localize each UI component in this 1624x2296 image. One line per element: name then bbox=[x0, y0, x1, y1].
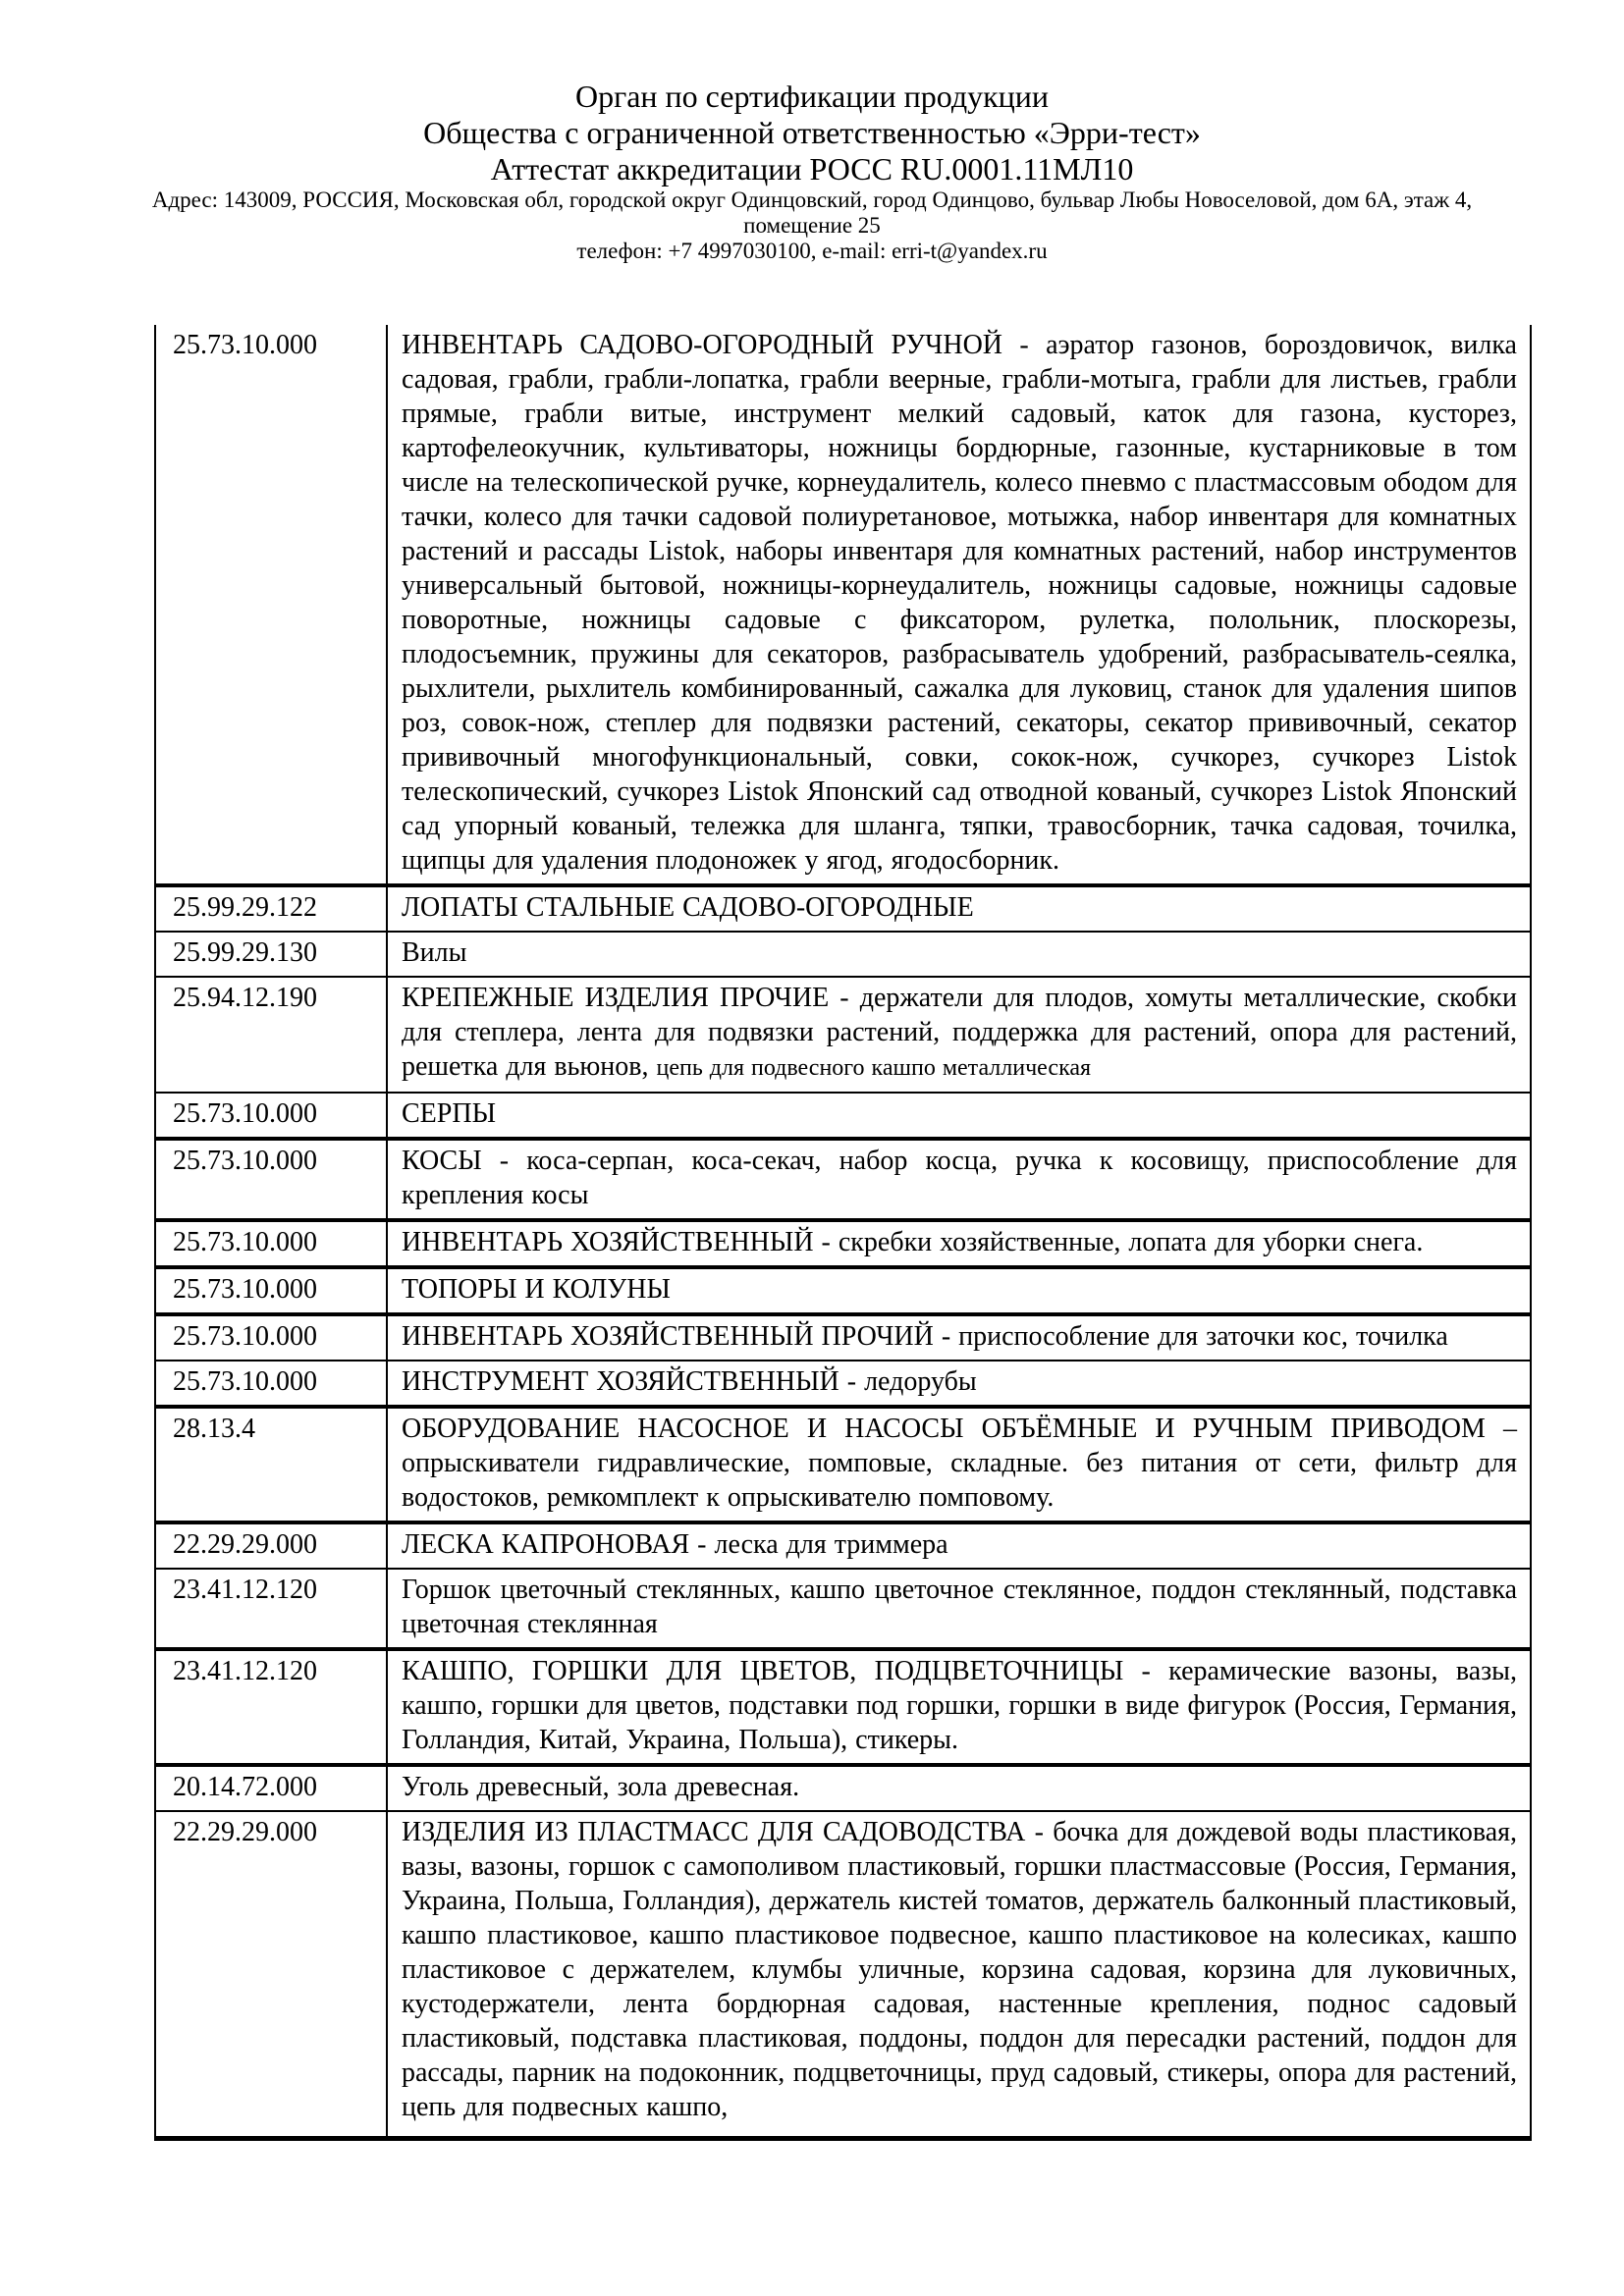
description-segment: ИНВЕНТАРЬ САДОВО-ОГОРОДНЫЙ РУЧНОЙ - аэратор газонов, бороздовичок, вилка садовая, грабли, грабли-лопатка, грабли веерные, грабли-мотыга, грабли для листьев, грабли прямые, грабли витые, инструмент мелкий садовый, каток для газона, кусторез, картофелеокучник, культиваторы, ножницы бордюрные, газонные, кустарниковые в том числе на телескопической ручке, корнеудалитель, колесо пневмо с пластмассовым ободом для тачки, колесо для тачки садовой полиуретановое, мотыжка, набор инвентаря для комнатных растений и рассады Listok, наборы инвентаря для комнатных растений, набор инструментов универсальный бытовой, ножницы-корнеудалитель, ножницы садовые, ножницы садовые поворотные, ножницы садовые с фиксатором, рулетка, полольник, плоскорезы, плодосъемник, пружины для секаторов, разбрасыватель удобрений, разбрасыватель-сеялка, рыхлители, рыхлитель комбинированный, сажалка для луковиц, станок для удаления шипов роз, совок-нож, степлер для подвязки растений, секаторы, секатор прививочный, секатор прививочный многофункциональный, совки, сокок-нож, сучкорез, сучкорез Listok телескопический, сучкорез Listok Японский сад отводной кованый, сучкорез Listok Японский сад упорный кованый, тележка для шланга, тяпки, травосборник, тачка садовая, точилка, щипцы для удаления плодоножек у ягод, ягодосборник. bbox=[402, 330, 1517, 876]
description-cell bbox=[388, 1222, 1530, 1265]
description-cell bbox=[388, 1767, 1530, 1810]
description-cell bbox=[388, 933, 1530, 976]
table-row bbox=[156, 1092, 1530, 1137]
table-row bbox=[156, 1137, 1530, 1218]
table-row bbox=[156, 1312, 1530, 1360]
description-cell bbox=[388, 325, 1530, 883]
address-line-1: Адрес: 143009, РОССИЯ, Московская обл, городской округ Одинцовский, город Одинцово, бульвар Любы Новоселовой, дом 6А, этаж 4, bbox=[151, 187, 1473, 212]
description-segment: КАШПО, ГОРШКИ ДЛЯ ЦВЕТОВ, ПОДЦВЕТОЧНИЦЫ - керамические вазоны, вазы, кашпо, горшки для цветов, подставки под горшки, горшки в виде фигурок (Россия, Германия, Голландия, Китай, Украина, Польша), стикеры. bbox=[402, 1656, 1517, 1755]
description-segment: Вилы bbox=[402, 937, 467, 968]
description-segment: ЛЕСКА КАПРОНОВАЯ - леска для триммера bbox=[402, 1529, 948, 1560]
code-cell: 25.73.10.000 bbox=[156, 1222, 388, 1265]
code-cell: 25.73.10.000 bbox=[156, 1269, 388, 1312]
code-cell: 20.14.72.000 bbox=[156, 1767, 388, 1810]
code-cell: 22.29.29.000 bbox=[156, 1812, 388, 2136]
description-segment: СЕРПЫ bbox=[402, 1098, 496, 1129]
org-title-line-2: Общества с ограниченной ответственностью «Эрри-тест» bbox=[423, 115, 1201, 150]
description-cell bbox=[388, 1362, 1530, 1405]
description-segment: цепь для подвесного кашпо металлическая bbox=[656, 1055, 1092, 1081]
org-title-line-1: Орган по сертификации продукции bbox=[574, 79, 1050, 114]
table-row bbox=[156, 1647, 1530, 1763]
code-cell: 25.73.10.000 bbox=[156, 1362, 388, 1405]
description-segment: ЛОПАТЫ СТАЛЬНЫЕ САДОВО-ОГОРОДНЫЕ bbox=[402, 892, 974, 923]
table-row bbox=[156, 1218, 1530, 1265]
code-cell: 25.99.29.130 bbox=[156, 933, 388, 976]
description-cell bbox=[388, 978, 1530, 1092]
table-row bbox=[156, 1568, 1530, 1647]
table-row bbox=[156, 976, 1530, 1092]
code-cell: 25.73.10.000 bbox=[156, 1316, 388, 1360]
code-cell: 23.41.12.120 bbox=[156, 1651, 388, 1763]
code-cell: 28.13.4 bbox=[156, 1409, 388, 1521]
description-segment: ИЗДЕЛИЯ ИЗ ПЛАСТМАСС ДЛЯ САДОВОДСТВА - бочка для дождевой воды пластиковая, вазы, вазоны, горшок с самополивом пластиковый, горшки пластмассовые (Россия, Германия, Украина, Польша, Голландия), держатель кистей томатов, держатель балконный пластиковый, кашпо пластиковое, кашпо пластиковое подвесное, кашпо пластиковое на колесиках, кашпо пластиковое с держателем, клумбы уличные, корзина садовая, корзина для луковичных, кустодержатели, лента бордюрная садовая, настенные крепления, поднос садовый пластиковый, подставка пластиковая, поддоны, поддон для пересадки растений, поддон для рассады, парник на подоконник, подцветочницы, пруд садовый, стикеры, опора для растений, цепь для подвесных кашпо, bbox=[402, 1817, 1517, 2122]
description-segment: Горшок цветочный стеклянных, кашпо цветочное стеклянное, поддон стеклянный, подставка цветочная стеклянная bbox=[402, 1575, 1517, 1639]
table-row bbox=[156, 1405, 1530, 1521]
description-cell bbox=[388, 1651, 1530, 1763]
description-cell bbox=[388, 1141, 1530, 1218]
code-cell: 25.99.29.122 bbox=[156, 887, 388, 931]
table-row bbox=[156, 1360, 1530, 1405]
table-row bbox=[156, 1763, 1530, 1810]
description-cell bbox=[388, 1409, 1530, 1521]
description-cell bbox=[388, 1269, 1530, 1312]
description-cell bbox=[388, 1094, 1530, 1137]
table-row bbox=[156, 1810, 1530, 2136]
description-segment: КОСЫ - коса-серпан, коса-секач, набор косца, ручка к косовищу, приспособление для крепления косы bbox=[402, 1146, 1517, 1210]
description-cell bbox=[388, 887, 1530, 931]
code-cell: 25.73.10.000 bbox=[156, 1094, 388, 1137]
product-codes-table bbox=[154, 325, 1532, 2141]
description-cell bbox=[388, 1812, 1530, 2136]
table-row bbox=[156, 883, 1530, 931]
code-cell: 25.73.10.000 bbox=[156, 1141, 388, 1218]
contact-line: телефон: +7 4997030100, e-mail: erri-t@yandex.ru bbox=[576, 239, 1048, 263]
table-row bbox=[156, 1265, 1530, 1312]
description-cell bbox=[388, 1316, 1530, 1360]
code-cell: 23.41.12.120 bbox=[156, 1570, 388, 1647]
code-cell: 25.94.12.190 bbox=[156, 978, 388, 1092]
code-cell: 25.73.10.000 bbox=[156, 325, 388, 883]
description-segment: ИНСТРУМЕНТ ХОЗЯЙСТВЕННЫЙ - ледорубы bbox=[402, 1366, 977, 1397]
description-cell bbox=[388, 1570, 1530, 1647]
description-segment: Уголь древесный, зола древесная. bbox=[402, 1772, 800, 1802]
description-segment: ИНВЕНТАРЬ ХОЗЯЙСТВЕННЫЙ ПРОЧИЙ - приспособление для заточки кос, точилка bbox=[402, 1321, 1448, 1352]
table-row bbox=[156, 325, 1530, 883]
document-header bbox=[0, 0, 1624, 264]
description-cell bbox=[388, 1524, 1530, 1568]
description-segment: ИНВЕНТАРЬ ХОЗЯЙСТВЕННЫЙ - скребки хозяйственные, лопата для уборки снега. bbox=[402, 1227, 1424, 1257]
address-line-2: помещение 25 bbox=[743, 213, 881, 238]
table-row bbox=[156, 931, 1530, 976]
accreditation-line: Аттестат аккредитации РОСС RU.0001.11МЛ10 bbox=[490, 151, 1134, 187]
code-cell: 22.29.29.000 bbox=[156, 1524, 388, 1568]
table-row bbox=[156, 1521, 1530, 1568]
description-segment: ТОПОРЫ И КОЛУНЫ bbox=[402, 1274, 671, 1305]
description-segment: КРЕПЕЖНЫЕ ИЗДЕЛИЯ ПРОЧИЕ - держатели для плодов, хомуты металлические, скобки для степлера, лента для подвязки растений, поддержка для растений, опора для растений, решетка для вьюнов, bbox=[402, 983, 1517, 1082]
description-segment: ОБОРУДОВАНИЕ НАСОСНОЕ И НАСОСЫ ОБЪЁМНЫЕ И РУЧНЫМ ПРИВОДОМ – опрыскиватели гидравлические, помповые, складные. без питания от сети, фильтр для водостоков, ремкомплект к опрыскивателю помповому. bbox=[402, 1414, 1517, 1513]
